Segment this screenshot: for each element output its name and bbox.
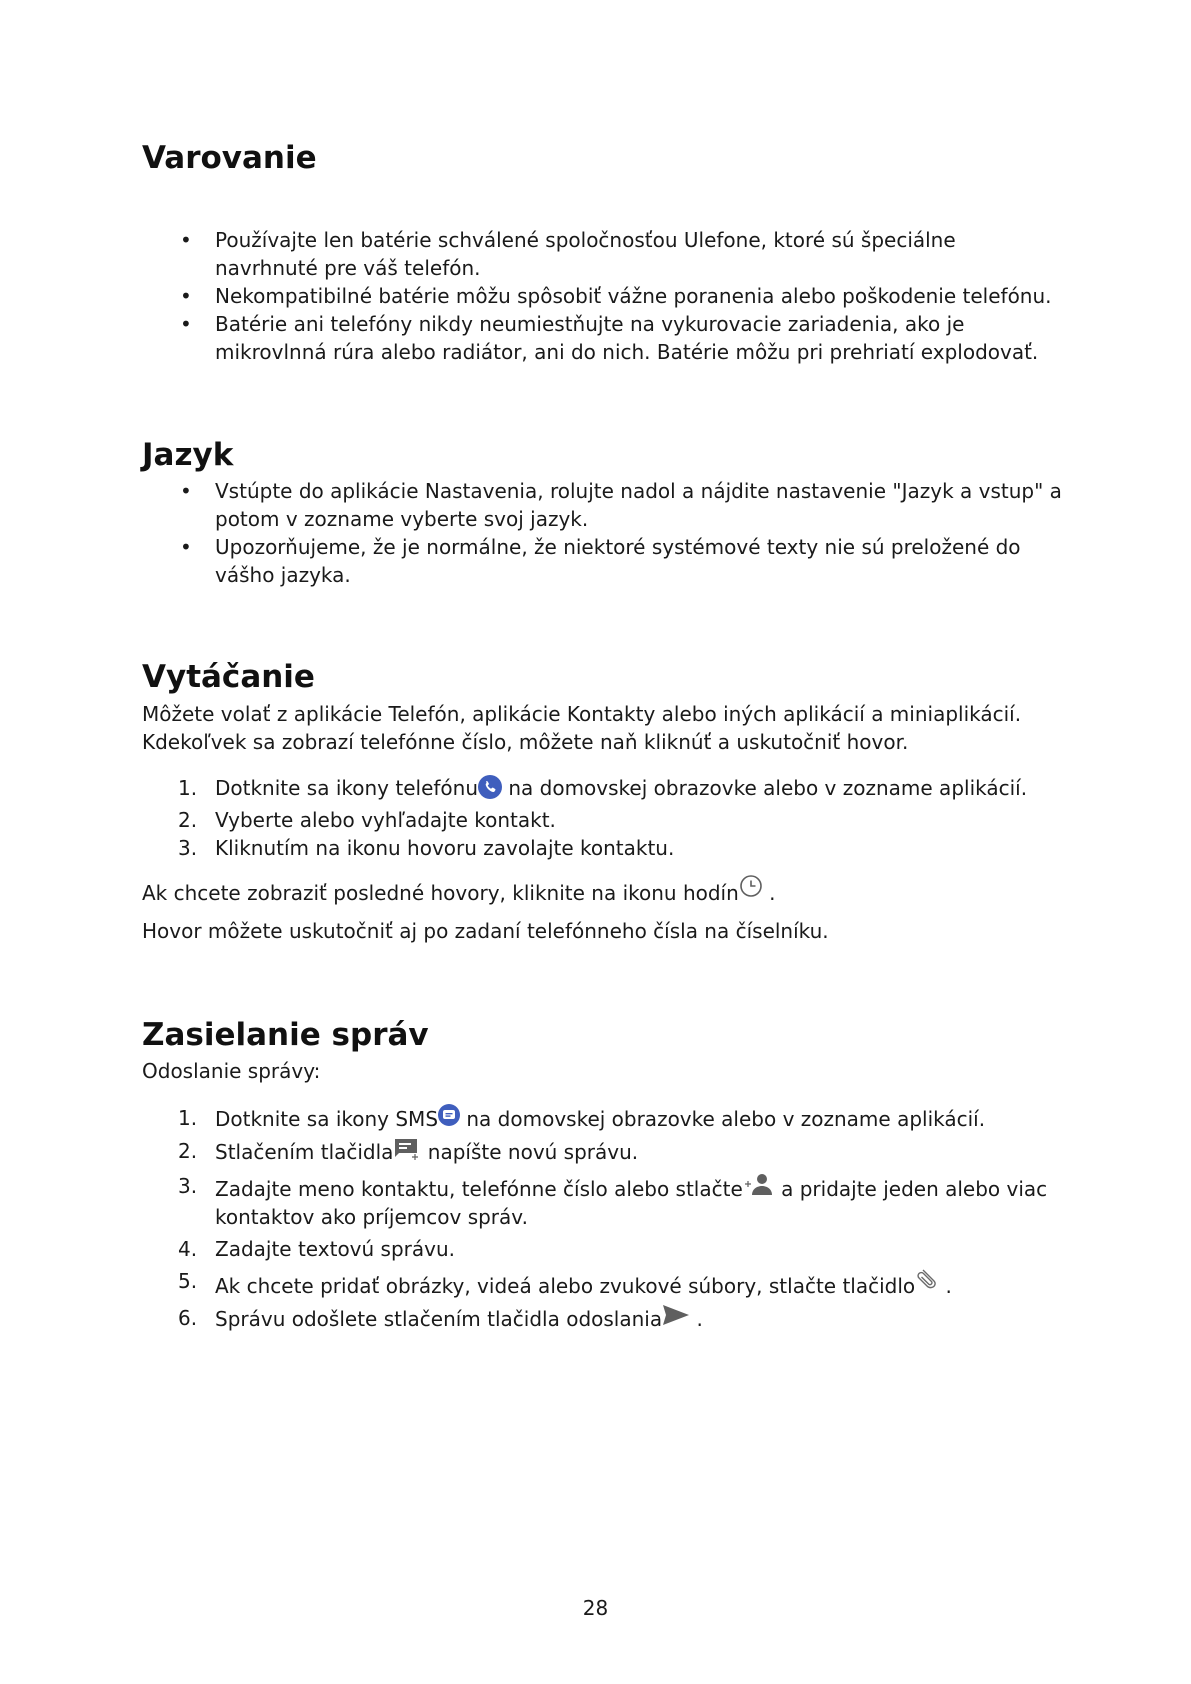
section-title-messaging: Zasielanie správ	[142, 1017, 429, 1053]
step-text: a pridajte jeden alebo viac kontaktov ako príjemcov správ.	[215, 1177, 1048, 1229]
list-item	[142, 533, 1062, 589]
number-marker: 4.	[178, 1237, 198, 1261]
phone-icon	[478, 775, 502, 806]
step-text: Stlačením tlačidla	[215, 1140, 394, 1164]
list-item	[142, 1137, 1062, 1168]
number-marker: 3.	[178, 836, 198, 860]
step-text: na domovskej obrazovke alebo v zozname aplikácií.	[502, 776, 1028, 800]
list-item-text: Nekompatibilné batérie môžu spôsobiť vážne poranenia alebo poškodenie telefónu.	[215, 284, 1052, 308]
dialing-steps-block	[142, 774, 1062, 862]
step-text: Vyberte alebo vyhľadajte kontakt.	[215, 808, 556, 832]
number-marker: 5.	[178, 1269, 198, 1293]
dialpad-paragraph	[142, 917, 1062, 945]
number-marker: 1.	[178, 1106, 198, 1130]
list-item	[142, 1104, 1062, 1133]
step-text: Ak chcete pridať obrázky, videá alebo zvukové súbory, stlačte tlačidlo	[215, 1274, 916, 1298]
list-item-text: Upozorňujeme, že je normálne, že niektoré systémové texty nie sú preložené do vášho jazyka.	[215, 535, 1021, 587]
bullet-marker: •	[180, 479, 192, 503]
step-text: Zadajte textovú správu.	[215, 1237, 456, 1261]
list-item	[142, 834, 1062, 862]
bullet-marker: •	[180, 535, 192, 559]
list-item-text: Batérie ani telefóny nikdy neumiestňujte na vykurovacie zariadenia, ako je mikrovlnná rúra alebo radiátor, ani do nich. Batérie môžu pri prehriatí explodovať.	[215, 312, 1039, 364]
number-marker: 2.	[178, 808, 198, 832]
page-number: 28	[582, 1596, 609, 1620]
bullet-marker: •	[180, 312, 192, 336]
list-item	[142, 282, 1062, 310]
paragraph: Hovor môžete uskutočniť aj po zadaní telefónneho čísla na číselníku.	[142, 919, 829, 943]
step-text: Dotknite sa ikony SMS	[215, 1107, 439, 1131]
list-item	[142, 477, 1062, 533]
clock-icon	[739, 874, 763, 905]
number-marker: 1.	[178, 776, 198, 800]
section-title-warning: Varovanie	[142, 140, 317, 176]
step-text: napíšte novú správu.	[421, 1140, 639, 1164]
list-item	[142, 806, 1062, 834]
paragraph	[142, 874, 1062, 907]
compose-message-icon[interactable]	[393, 1137, 421, 1168]
messaging-steps-block	[142, 1104, 1062, 1333]
paragraph-text: .	[762, 881, 776, 905]
list-item	[142, 1235, 1062, 1263]
number-marker: 6.	[178, 1306, 198, 1330]
bullet-marker: •	[180, 284, 192, 308]
list-item	[142, 774, 1062, 806]
send-icon[interactable]	[662, 1304, 690, 1333]
step-text: na domovskej obrazovke alebo v zozname aplikácií.	[460, 1107, 986, 1131]
section-title-language: Jazyk	[142, 437, 234, 473]
list-item-text: Používajte len batérie schválené spoločnosťou Ulefone, ktoré sú špeciálne navrhnuté pre váš telefón.	[215, 228, 956, 280]
add-contact-icon[interactable]	[743, 1172, 775, 1203]
paperclip-icon[interactable]	[915, 1267, 939, 1298]
language-list	[142, 477, 1062, 589]
warning-list-block	[142, 226, 1062, 366]
paragraph-text: Ak chcete zobraziť posledné hovory, kliknite na ikonu hodín	[142, 881, 739, 905]
paragraph: Môžete volať z aplikácie Telefón, aplikácie Kontakty alebo iných aplikácií a miniaplikácií. Kdekoľvek sa zobrazí telefónne číslo, môžete naň kliknúť a uskutočniť hovor.	[142, 702, 1022, 754]
list-item	[142, 1304, 1062, 1333]
list-item	[142, 1267, 1062, 1300]
list-item	[142, 310, 1062, 366]
step-text: .	[939, 1274, 952, 1298]
number-marker: 2.	[178, 1139, 198, 1163]
language-list-block	[142, 477, 1062, 589]
step-text: Správu odošlete stlačením tlačidla odoslania	[215, 1307, 663, 1331]
paragraph: Odoslanie správy:	[142, 1059, 321, 1083]
section-title-dialing: Vytáčanie	[142, 659, 315, 695]
step-text: Dotknite sa ikony telefónu	[215, 776, 478, 800]
recent-calls-paragraph	[142, 874, 1062, 907]
dialing-intro	[142, 700, 1062, 756]
number-marker: 3.	[178, 1174, 198, 1198]
messaging-intro	[142, 1057, 1062, 1085]
warning-list	[142, 226, 1062, 366]
list-item	[142, 1172, 1062, 1231]
step-text: Zadajte meno kontaktu, telefónne číslo alebo stlačte	[215, 1177, 743, 1201]
list-item	[142, 226, 1062, 282]
dialing-steps	[142, 774, 1062, 862]
step-text: .	[690, 1307, 703, 1331]
step-text: Kliknutím na ikonu hovoru zavolajte kontaktu.	[215, 836, 675, 860]
bullet-marker: •	[180, 228, 192, 252]
sms-icon	[438, 1104, 460, 1133]
messaging-steps	[142, 1104, 1062, 1333]
list-item-text: Vstúpte do aplikácie Nastavenia, rolujte nadol a nájdite nastavenie "Jazyk a vstup" a potom v zozname vyberte svoj jazyk.	[215, 479, 1062, 531]
